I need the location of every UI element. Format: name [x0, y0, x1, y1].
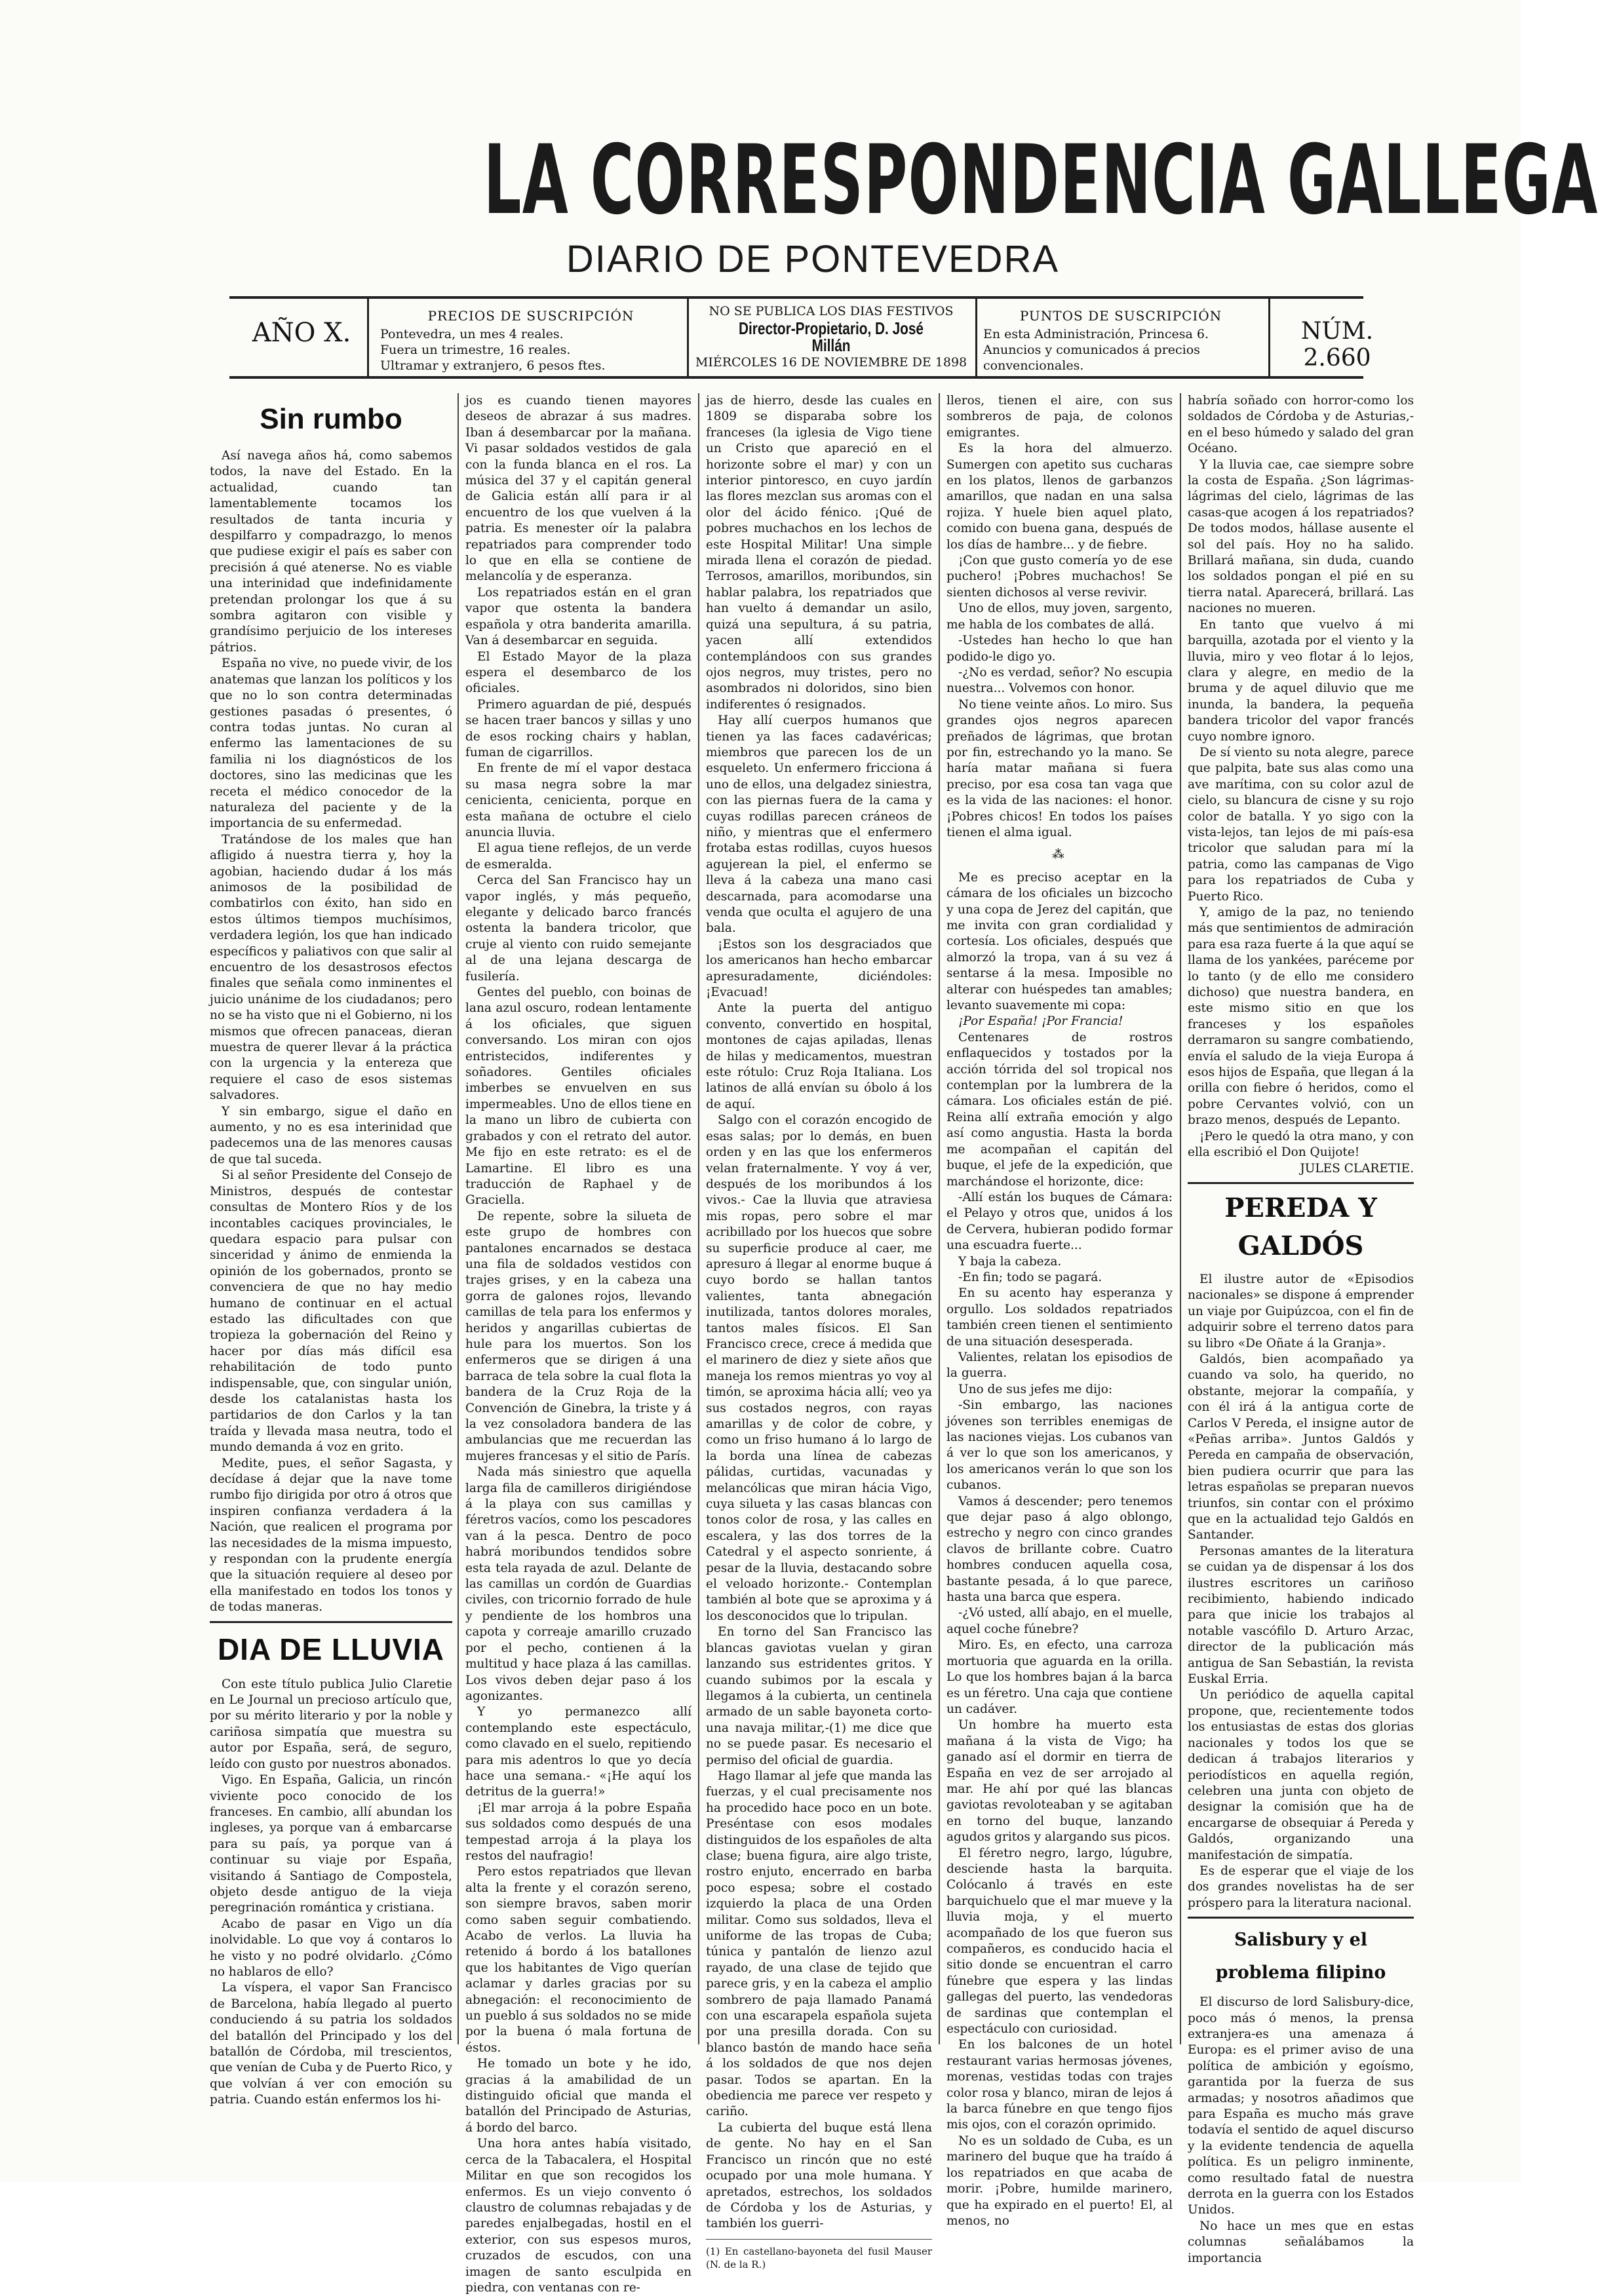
paragraph: Gentes del pueblo, con boinas de lana azul oscuro, rodean lentamente á los oficiales, que siguen conversando. Los miran con ojos entristecidos, indiferentes y soñadores. Gentiles oficiales imberbes se envuelven en sus impermeables. Uno de ellos tiene en la mano un libro de cubierta con grabados y con el retrato del autor. Me fijo en este retrato: es el de Lamartine. El libro es una traducción de Raphael y de Graciella. [465, 985, 692, 1208]
paragraph: En su acento hay esperanza y orgullo. Los soldados repatriados también creen tienen el sentimiento de una situación desesperada. [946, 1286, 1173, 1349]
column-rule [698, 393, 699, 2044]
precios-line: Pontevedra, un mes 4 reales. [380, 327, 564, 341]
precios-line: Ultramar y extranjero, 6 pesos ftes. [380, 358, 606, 373]
paragraph: -Allí están los buques de Cámara: el Pelayo y otros que, unidos á los de Cervera, hubieran podido formar una escuadra fuerte... [946, 1190, 1173, 1253]
header-divider [367, 299, 369, 376]
paragraph: Pero estos repatriados que llevan alta la frente y el corazón sereno, son siempre bravos, saben morir como saben seguir combatiendo. Acabo de verlos. La lluvia ha retenido á bordo á los batallones que los habitantes de Vigo querían aclamar y darles gracias por su abnegación: el reconocimiento de un pueblo á sus soldados no se mide por la buena ó mala fortuna de éstos. [465, 1865, 692, 2055]
issue-date: MIÉRCOLES 16 DE NOVIEMBRE DE 1898 [695, 355, 967, 370]
puntos-line: En esta Administración, Princesa 6. [983, 327, 1209, 341]
paragraph: El agua tiene reflejos, de un verde de esmeralda. [465, 841, 692, 871]
paragraph: La cubierta del buque está llena de gente. No hay en el San Francisco un rincón que no esté ocupado por una mole humana. Y apretados, estrechos, los soldados de Córdoba y los de Asturias, y también los guerri- [706, 2120, 932, 2231]
no-publica-note: NO SE PUBLICA LOS DIAS FESTIVOS [709, 304, 954, 318]
paragraph: ¡Estos son los desgraciados que los americanos han hecho embarcar apresuradamente, diciéndoles: ¡Evacuad! [706, 937, 932, 1000]
paragraph: Los repatriados están en el gran vapor que ostenta la bandera española y otra banderita amarilla. Van á desembarcar en seguida. [465, 585, 692, 648]
puntos-line: Anuncios y comunicados á precios convencionales. [983, 343, 1200, 373]
paragraph: En tanto que vuelvo á mi barquilla, azotada por el viento y la lluvia, miro y veo flotar á lo lejos, clara y alegre, en medio de la bruma y de aquel diluvio que me inunda, la bandera, la pequeña bandera tricolor del vapor francés cuyo nombre ignoro. [1188, 617, 1414, 744]
asterism-ornament: ⁂ [1052, 848, 1067, 862]
article-heading-pereda-y-galdos: PEREDA Y GALDÓS [1224, 1192, 1377, 1261]
puntos-title: PUNTOS DE SUSCRIPCIÓN [1019, 308, 1222, 324]
paragraph: En torno del San Francisco las blancas gaviotas vuelan y giran lanzando sus estridentes gritos. Y cuando subimos por la escala y llegamos á la cubierta, un centinela armado de un sable bayoneta corto-una navaja militar,-(1) me dice que no se puede pasar. Es necesario el permiso del oficial de guardia. [706, 1625, 932, 1767]
column-1 [210, 393, 452, 2107]
header-divider [687, 299, 689, 376]
paragraph: -Ustedes han hecho lo que han podido-le digo yo. [946, 634, 1173, 664]
column-rule [1180, 393, 1181, 2044]
column-rule [939, 393, 940, 2044]
director-line: Director-Propietario, D. José Millán [738, 318, 924, 355]
paragraph: ¡Pero le quedó la otra mano, y con ella escribió el Don Quijote! [1188, 1129, 1414, 1160]
paragraph: Centenares de rostros enflaquecidos y tostados por la acción tórrida del sol tropical nos contemplan por la lumbrera de la cámara. Los oficiales están de pié. Reina allí extraña emoción y algo así como angustia. Hasta la borda me acompañan el capitán del buque, el jefe de la expedición, que marchándose el horizonte, dice: [946, 1030, 1173, 1189]
column-4 [946, 393, 1173, 2228]
subscription-points [983, 308, 1258, 373]
paragraph: ¡Con que gusto comería yo de ese puchero! ¡Pobres muchachos! Se sienten dichosos al verse revivir. [946, 554, 1173, 600]
paragraph: Hago llamar al jefe que manda las fuerzas, y el cual precisamente nos ha procedido hace poco en un bote. Preséntase con esos modales distinguidos de los españoles de alta clase; buena figura, aire algo triste, rostro enjuto, encerrado en barba poco espesa; sobre el costado izquierdo la placa de una Orden militar. Como sus soldados, lleva el uniforme de las tropas de Cuba; túnica y pantalón de lienzo azul rayado, de una clase de tejido que parece gris, y en la cabeza el amplio sombrero de paja llamado Panamá con una escarapela española sujeta por una presilla dorada. Con su blanco bastón de mando hace seña á los soldados de que nos dejen pasar. Todos se apartan. En la obediencia me parece ver respeto y cariño. [706, 1769, 932, 2119]
column-5 [1188, 393, 1414, 2265]
article-heading-dia-de-lluvia: DIA DE LLUVIA [217, 1632, 445, 1666]
paragraph: Un periódico de aquella capital propone, que, recientemente todos los entusiastas de estas dos glorias nacionales y todos los que se dedican á trabajos literarios y periodísticos en aquella región, celebren una junta con objeto de designar la comisión que ha de encargarse de obsequiar á Pereda y Galdós, organizando una manifestación de simpatía. [1188, 1688, 1414, 1862]
paragraph: El Estado Mayor de la plaza espera el desembarco de los oficiales. [465, 649, 692, 696]
paragraph: Así navega años há, como sabemos todos, la nave del Estado. En la actualidad, cuando tan lamentablemente tocamos los resultados de tanta incuria y despilfarro y compadrazgo, lo menos que pudiese exigir el país es saber con precisión á qué atenerse. No es viable una interinidad que indefinidamente pretendan prolongar los que á su sombra agitaron con visible y grandísimo perjuicio de los intereses pátrios. [210, 449, 452, 655]
paragraph: Galdós, bien acompañado ya cuando va solo, ha querido, no obstante, mejorar la compañía, y con él irá á la antigua corte de Carlos V Pereda, el insigne autor de «Peñas arriba». Juntos Galdós y Pereda en campaña de observación, bien pudiera ocurrir que para las letras españolas se preparan nuevos triunfos, sin contar con el próximo que en la actualidad tejo Galdós en Santander. [1188, 1352, 1414, 1542]
paragraph: Acabo de pasar en Vigo un día inolvidable. Lo que voy á contaros lo he visto y no podré olvidarlo. ¿Cómo no hablaros de ello? [210, 1917, 452, 1979]
paragraph: Primero aguardan de pié, después se hacen traer bancos y sillas y uno de esos rocking chairs y hablan, fuman de cigarrillos. [465, 697, 692, 759]
header-top-rule [229, 296, 1363, 299]
paragraph: habría soñado con horror-como los soldados de Córdoba y de Asturias,- en el beso húmedo y salado del gran Océano. [1188, 394, 1414, 456]
paragraph: Y baja la cabeza. [958, 1254, 1062, 1269]
footnote: (1) En castellano-bayoneta del fusil Mauser (N. de la R.) [706, 2239, 932, 2271]
paragraph: ¡El mar arroja á la pobre España sus soldados como después de una tempestad arroja á la playa los restos del naufragio! [465, 1801, 692, 1863]
paragraph: El ilustre autor de «Episodios nacionales» se dispone á emprender un viaje por Guipúzcoa, con el fin de adquirir sobre el terreno datos para su libro «De Oñate á la Granja». [1188, 1272, 1414, 1350]
paragraph: La víspera, el vapor San Francisco de Barcelona, había llegado al puerto conduciendo á su patria los soldados del batallón del Principado y los del batallón de Córdoba, mil trescientos, que venían de Cuba y de Puerto Rico, y que volvían á ver con emoción su patria. Cuando están enfermos los hi- [210, 1981, 452, 2107]
paragraph: Si al señor Presidente del Consejo de Ministros, después de contestar consultas de Montero Ríos y de los incontables caciques provinciales, le quedara espacio para pulsar con sinceridad y ánimo de enmienda la opinión de los gobernados, pronto se convenciera de que no hay medio humano de continuar en el actual estado las dificultades con que tropieza la gobernación del Reino y hacer por días más difícil esa rehabilitación de todo punto indispensable, que, con singular unión, desde los catalanistas hasta los partidarios de don Carlos y la tan traída y llevada masa neutra, todo el mundo demanda á voz en grito. [210, 1168, 452, 1455]
precios-title: PRECIOS DE SUSCRIPCIÓN [427, 308, 634, 324]
paragraph: Y sin embargo, sigue el daño en aumento, y no es esa interinidad que padecemos una de las menores causas de que tal suceda. [210, 1104, 452, 1166]
paragraph: Uno de ellos, muy joven, sargento, me habla de los combates de allá. [946, 602, 1173, 632]
paragraph: -En fin; todo se pagará. [958, 1270, 1102, 1284]
precios-line: Fuera un trimestre, 16 reales. [380, 343, 571, 357]
paragraph: -¿Vó usted, allí abajo, en el muelle, aquel coche fúnebre? [946, 1606, 1173, 1636]
paragraph: jos es cuando tienen mayores deseos de abrazar á sus madres. Iban á desembarcar por la mañana. Vi pasar soldados vestidos de gala con la funda blanca en el ros. La música del 37 y el capitán general de Galicia están allí para ir al encuentro de los que vuelven á la patria. Es menester oír la palabra repatriados para comprender todo lo que en ella se contiene de melancolía y de esperanza. [465, 394, 692, 584]
paragraph: -¿No es verdad, señor? No escupia nuestra... Volvemos con honor. [946, 665, 1173, 696]
paragraph: Cerca del San Francisco hay un vapor inglés, y más pequeño, elegante y delicado barco francés ostenta la bandera tricolor, que cruje al viento con ruido semejante al de una lejana descarga de fusilería. [465, 873, 692, 984]
paragraph: Es de esperar que el viaje de los dos grandes novelistas ha de ser próspero para la literatura nacional. [1188, 1864, 1414, 1910]
paragraph: Valientes, relatan los episodios de la guerra. [946, 1350, 1173, 1381]
header-divider [975, 299, 977, 376]
paragraph: Es la hora del almuerzo. Sumergen con apetito sus cucharas en los platos, llenos de garbanzos amarillos, que nadan en una salsa rojiza. Y huele bien aquel plato, comido con buena gana, después de los días de hambre... y de fiebre. [946, 442, 1173, 552]
masthead-title: LA CORRESPONDENCIA GALLEGA [483, 124, 1598, 236]
paragraph: Miro. Es, en efecto, una carroza mortuoria que aguarda en la orilla. Lo que los hombres bajan á la barca es un féretro. Una caja que contiene un cadáver. [946, 1638, 1173, 1716]
issue-number: NÚM. 2.660 [1300, 318, 1374, 372]
paragraph: Personas amantes de la literatura se cuidan ya de dispensar á los dos ilustres escritores un cariñoso recibimiento, habiendo indicado para que inicie los trabajos al notable vascófilo D. Arturo Arzac, director de la publicación más antigua de San Sebastián, la revista Euskal Erria. [1188, 1544, 1414, 1687]
masthead-subtitle: DIARIO DE PONTEVEDRA [566, 238, 1060, 280]
paragraph: Uno de sus jefes me dijo: [958, 1382, 1113, 1396]
column-2 [465, 393, 692, 2295]
paragraph: No es un soldado de Cuba, es un marinero del buque que ha traído á los repatriados en que acaba de morir. ¡Pobre, humilde marinero, que ha expirado en el puerto! El, al menos, no [946, 2133, 1173, 2228]
paragraph: Y la lluvia cae, cae siempre sobre la costa de España. ¿Son lágrimas- lágrimas del cielo, lágrimas de las casas-que acogen á los repatriados? De todos modos, hállase ausente el sol del país. Hoy no ha salido. Brillará mañana, sin duda, cuando los soldados pongan el pié en su tierra natal. Aparecerá, brillará. Las naciones no mueren. [1188, 457, 1414, 616]
signature: JULES CLARETIE. [1300, 1161, 1414, 1176]
paragraph: Y yo permanezco allí contemplando este espectáculo, como clavado en el suelo, repitiendo para mis adentros lo que yo decía hace una semana.- «¡He aquí los detritus de la guerra!» [465, 1705, 692, 1799]
paragraph: Con este título publica Julio Claretie en Le Journal un precioso artículo que, por su mérito literario y por la noble y cariñosa simpatía que muestra su autor por España, será, de seguro, leído con gusto por nuestros abonados. [210, 1677, 452, 1771]
article-heading-salisbury: Salisbury y el problema filipino [1215, 1930, 1386, 1983]
paragraph: Un hombre ha muerto esta mañana á la vista de Vigo; ha ganado así el dormir en tierra de España en vez de ser arrojado al mar. He ahí por qué las blancas gaviotas revoloteaban y se agitaban en torno del buque, lanzando agudos gritos y alargando sus picos. [946, 1718, 1173, 1845]
paragraph: Ante la puerta del antiguo convento, convertido en hospital, montones de cajas apiladas, llenas de hilas y medicamentos, muestran este rótulo: Cruz Roja Italiana. Los latinos de allá envían su óbolo á los de aquí. [706, 1001, 932, 1111]
year-label: AÑO X. [252, 318, 351, 348]
column-3 [706, 393, 932, 2270]
paragraph: Me es preciso aceptar en la cámara de los oficiales un bizcocho y una copa de Jerez del capitán, que me invita con gran cordialidad y cortesía. Los oficiales, después que almorzó la tropa, van á su vez á sentarse á la mesa. Imposible no alterar con huéspedes tan amables; levanto suavemente mi copa: [946, 870, 1173, 1013]
header-center [693, 303, 969, 371]
section-rule [210, 1621, 452, 1623]
header-bottom-rule [229, 376, 1363, 379]
paragraph: En los balcones de un hotel restaurant varias hermosas jóvenes, morenas, vestidas todas con trajes color rosa y blanco, miran de lejos á la barca fúnebre en que tengo fijos mis ojos, con el corazón oprimido. [946, 2038, 1173, 2132]
paragraph: Y, amigo de la paz, no teniendo más que sentimientos de admiración para esa raza fuerte á la que aquí se llama de los yankées, paréceme por lo tanto (y de ello me considero dichoso) que nuestra bandera, en este mismo sitio en que los franceses y los españoles derramaron su sangre combatiendo, envía el saludo de la vieja Europa á esos hijos de España, que llegan á la orilla con fiebre ó heridos, como el pobre Cervantes volvió, con un brazo menos, después de Lepanto. [1188, 906, 1414, 1128]
paragraph: Vamos á descender; pero tenemos que dejar paso á algo oblongo, estrecho y negro con cinco grandes clavos de brillante cobre. Cuatro hombres conducen aquella cosa, bastante pesada, á lo que parece, hasta una barca que espera. [946, 1494, 1173, 1605]
paragraph: España no vive, no puede vivir, de los anatemas que lanzan los políticos y los que no lo son contra determinadas gestiones pasadas ó presentes, ó contra todas juntas. No curan al enfermo las lamentaciones de su familia ni los diagnósticos de los doctores, sino las medicinas que les receta el médico conocedor de la naturaleza del paciente y de la importancia de su enfermedad. [210, 657, 452, 831]
paragraph: El discurso de lord Salisbury-dice, poco más ó menos, la prensa extranjera-es una amenaza á Europa: es el primer aviso de una política de ambición y egoísmo, garantida por la fuerza de sus armadas; y nosotros añadimos que para España es mucho más grave todavía el sentido de aquel discurso y la evidente tendencia de aquella política. Es un peligro inminente, como resultado fatal de nuestra derrota en la guerra con los Estados Unidos. [1188, 1995, 1414, 2217]
paragraph: jas de hierro, desde las cuales en 1809 se disparaba sobre los franceses (la iglesia de Vigo tiene un Cristo que apareció en el horizonte sobre el mar) y con un interior pintoresco, en cuyo jardín las flores mezclan sus aromas con el olor del ácido fénico. ¡Qué de pobres muchachos en los lechos de este Hospital Militar! Una simple mirada llena el corazón de piedad. Terrosos, amarillos, moribundos, sin hablar palabra, los repatriados que han vuelto á demandar un asilo, quizá una sepultura, á su patria, yacen allí extendidos contemplándoos con sus grandes ojos negros, muy tristes, pero no asombrados ni doloridos, sino bien indiferentes ó resignados. [706, 394, 932, 712]
paragraph: -Sin embargo, las naciones jóvenes son terribles enemigas de las naciones viejas. Los cubanos van á ver lo que son los americanos, y los americanos verán lo que son los cubanos. [946, 1398, 1173, 1493]
subscription-prices [380, 308, 682, 373]
paragraph: En frente de mí el vapor destaca su masa negra sobre la mar cenicienta, cenicienta, porque en esta mañana de octubre el cielo anuncia lluvia. [465, 761, 692, 839]
paragraph: Una hora antes había visitado, cerca de la Tabacalera, el Hospital Militar en que son recogidos los enfermos. Es un viejo convento ó claustro de columnas rebajadas y de paredes enjalbegadas, hostil en el exterior, con sus espesos muros, cruzados de escudos, con una imagen de santo esculpida en piedra, con ventanas con re- [465, 2137, 692, 2295]
paragraph: De repente, sobre la silueta de este grupo de hombres con pantalones encarnados se destaca una fila de soldados vestidos con trajes grises, y en la cabeza una gorra de galones rojos, llevando camillas de tela para los enfermos y heridos y angarillas cubiertas de hule para los muertos. Son los enfermeros que se dirigen á una barraca de tela sobre la cual flota la bandera de la Cruz Roja de la Convención de Ginebra, la triste y á la vez consoladora bandera de las ambulancias que me recuerdan las mujeres francesas y el sitio de París. [465, 1209, 692, 1463]
article-heading-sin-rumbo: Sin rumbo [260, 403, 402, 435]
paragraph: Salgo con el corazón encogido de esas salas; por lo demás, en buen orden y en las que los enfermeros velan fraternalmente. Y voy á ver, después de los moribundos á los vivos.- Cae la lluvia que atraviesa mis ropas, pero sobre el mar acribillado por los huecos que sobre su superficie produce al caer, me apresuro á llegar al enorme buque á cuyo bordo se hallan tantos valientes, tanta abnegación inutilizada, tantos dolores morales, tantos males físicos. El San Francisco crece, crece á medida que el marinero de diez y siete años que maneja los remos mientras yo voy al timón, se aproxima hácia allí; veo ya sus costados negros, con rayas amarillas y de color de cobre, y como un friso humano á lo largo de la borda una línea de cabezas pálidas, curtidas, vacunadas y melancólicas que miran hácia Vigo, cuya silueta y las casas blancas con tonos color de rosa, y las calles en escalera, y las dos torres de la Catedral y el aspecto sonriente, á pesar de la lluvia, destacando sobre el veloado horizonte.- Contemplan también al bote que se aproxima y á los desconocidos que lo tripulan. [706, 1113, 932, 1623]
paragraph: Medite, pues, el señor Sagasta, y decídase á dejar que la nave tome rumbo fijo dirigida por otro á otros que inspiren confianza verdadera á la Nación, que realicen el programa por las necesidades de la misma impuesto, y respondan con la prudente energía que la situación requiere al deseo por ella manifestado en todos los tonos y de todas maneras. [210, 1456, 452, 1615]
paragraph: He tomado un bote y he ido, gracias á la amabilidad de un distinguido oficial que manda el batallón del Principado de Asturias, á bordo del barco. [465, 2057, 692, 2135]
header-divider [1268, 299, 1270, 376]
paragraph: lleros, tienen el aire, con sus sombreros de paja, de colonos emigrantes. [946, 394, 1173, 440]
paragraph: No hace un mes que en estas columnas señalábamos la importancia [1188, 2219, 1414, 2265]
paragraph: Nada más siniestro que aquella larga fila de camilleros dirigiéndose á la playa con sus camillas y féretros vacíos, como los pescadores van á la pesca. Dentro de poco habrá moribundos tendidos sobre esta tela rayada de azul. Delante de las camillas un cordón de Guardias civiles, con tricornio forrado de hule y pendiente de los hombros una capota y correaje amarillo cruzado por el pecho, contienen á la multitud y hace plaza á las camillas. Los vivos deben dejar paso á los agonizantes. [465, 1465, 692, 1703]
paragraph: El féretro negro, largo, lúgubre, desciende hasta la barquita. Colócanlo á través en este barquichuelo que el mar mueve y la lluvia moja, y el muerto acompañado de los que fueron sus compañeros, es conducido hacia el sitio donde se encuentran el carro fúnebre que espera y las lindas gallegas del puerto, las vendedoras de sardinas que contemplan el espectáculo con curiosidad. [946, 1846, 1173, 2037]
paragraph: Vigo. En España, Galicia, un rincón viviente poco conocido de los franceses. En cambio, allí abundan los ingleses, ya porque van á embarcarse para su país, ya porque van á continuar su viaje por España, visitando á Santiago de Compostela, objeto desde antiguo de la vieja peregrinación romántica y cristiana. [210, 1773, 452, 1915]
section-rule [1188, 1917, 1414, 1919]
paragraph: No tiene veinte años. Lo miro. Sus grandes ojos negros aparecen preñados de lágrimas, que brotan por fin, estrechando yo la mano. Se haría matar mañana si fuera preciso, por esa cosa tan vaga que es la vida de las naciones: el honor. ¡Pobres chicos! En todos los países tienen el alma igual. [946, 697, 1173, 839]
paragraph: De sí viento su nota alegre, parece que palpita, bate sus alas como una ave marítima, con su color azul de cielo, su blancura de cisne y su rojo color de batalla. Y yo sigo con la vista-lejos, tan lejos de mi país-esa tricolor que saludan para mí la patria, como las campanas de Vigo para los repatriados de Cuba y Puerto Rico. [1188, 745, 1414, 904]
paragraph: Tratándose de los males que han afligido á nuestra tierra y, hoy la agobian, haciendo dudar á los más animosos de la posibilidad de combatirlos con éxito, han sido en estos últimos tiempos muchísimos, verdadera legión, los que han indicado específicos y paliativos con que salir al encuentro de los desastrosos efectos finales que señala como inminentes el juicio unánime de los ciudadanos; pero no se ha visto que ni el Gobierno, ni los mismos que ofrecen panaceas, dieran muestra de querer llevar á la práctica con la urgencia y la entereza que requiere el caso de esos sistemas salvadores. [210, 832, 452, 1103]
paragraph: Hay allí cuerpos humanos que tienen ya las faces cadavéricas; miembros que parecen los de un esqueleto. Un enfermero fricciona á uno de ellos, una delgadez siniestra, con las piernas fuera de la cama y cuyas rodillas parecen cráneos de niño, y mientras que el enfermero frotaba estas rodillas, cuyos huesos agujerean la piel, el enfermo se lleva á la cabeza una mano casi descarnada, para acomodarse una venda que oculta el agujero de una bala. [706, 714, 932, 936]
section-rule [1188, 1182, 1414, 1184]
column-rule [458, 393, 459, 2044]
paragraph: ¡Por España! ¡Por Francia! [958, 1014, 1123, 1029]
